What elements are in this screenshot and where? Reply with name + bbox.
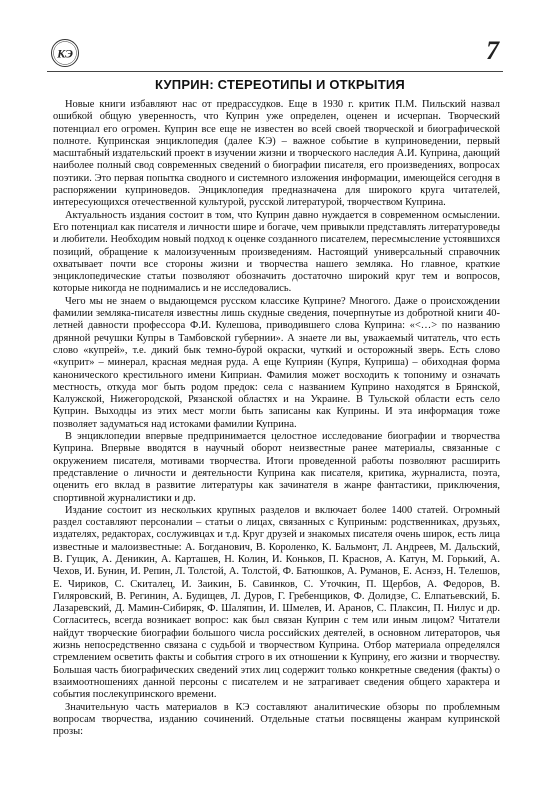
- page-number: 7: [486, 36, 499, 65]
- paragraph: Значительную часть материалов в КЭ составляют аналитические обзоры по проблемным вопросам творчества, изданию сочинений. Отдельные статьи посвящены жанрам купринской прозы:: [53, 701, 500, 738]
- paragraph: Чего мы не знаем о выдающемся русском классике Куприне? Многого. Даже о происхождении фамилии земляка-писателя известны лишь скудные сведения, почерпнутые из добротной книги 40-летней давности профессора Ф.И. Кулешова, приводившего слова Куприна: «<…> по названию дрянной речушки Купры в Тамбовской губернии». А знаете ли вы, уважаемый читатель, что есть слово «купрей», т.е. дикий бык темно-бурой окраски, чуткий и осторожный зверь. Есть слово «куприт» – минерал, красная медная руда. А еще Куприян (Купря, Куприша) – обиходная форма канонического крестильного имени Киприан. Фамилия может восходить к топониму и означать местность, откуда мог быть родом предок: села с названием Куприно находятся в Брянской, Калужской, Нижегородской, Рязанской областях и на Украине. В Тульской области есть село Куприн. Выходцы из этих мест могли быть записаны как Куприны. И эта информация тоже позволяет задуматься над истоками фамилии Куприна.: [53, 295, 500, 430]
- article-body: [53, 99, 500, 738]
- article-title: КУПРИН: СТЕРЕОТИПЫ И ОТКРЫТИЯ: [155, 77, 405, 92]
- paragraph: Издание состоит из нескольких крупных разделов и включает более 1400 статей. Огромный раздел составляют персоналии – статьи о лицах, связанных с Куприным: родственниках, друзьях, издателях, редакторах, сослуживцах и т.д. Круг друзей и знакомых писателя очень широк, есть лица известные и малоизвестные: А. Богданович, В. Короленко, К. Бальмонт, Л. Андреев, М. Дальский, В. Гущик, А. Деникин, А. Карташев, Н. Колин, И. Коньков, П. Краснов, А. Катун, М. Горький, А. Чехов, И. Бунин, И. Репин, Л. Толстой, А. Толстой, Ф. Батюшков, А. Руманов, Е. Аснэз, Н. Телешов, Е. Чириков, С. Скиталец, И. Заикин, Б. Савинков, С. Уточкин, П. Щербов, А. Федоров, В. Гиляровский, В. Регинин, А. Будищев, Л. Дуров, Г. Гребенщиков, Ф. Долидзе, С. Елпатьевский, Б. Лазаревский, Д. Мамин-Сибиряк, Ф. Шаляпин, И. Шмелев, И. Аранов, С. Плаксин, П. Нилус и др. Согласитесь, всегда возникает вопрос: как был связан Куприн с тем или иным лицом? Читатели найдут творческие биографии большого числа российских деятелей, в основном литераторов, чья жизнь непосредственно связана с судьбой и творчеством Куприна. Отбор материала определялся стремлением осветить факты и события строго в их отношении к Куприну, его жизни и творчеству. Большая часть биографических сведений этих лиц содержит только конкретные сведения (факты) о взаимоотношениях данной персоны с писателем и не затрагивает сведения общего характера и события послекупринского времени.: [53, 504, 500, 701]
- svg-text:КЭ: КЭ: [57, 46, 73, 61]
- encyclopedia-logo-icon: [50, 38, 80, 68]
- paragraph: Новые книги избавляют нас от предрассудков. Еще в 1930 г. критик П.М. Пильский назвал ошибкой общую уверенность, что Куприн уже определен, оценен и исчерпан. Творческий потенциал его огромен. Куприн все еще не известен во всей своей творческой и биографической полноте. Купринская энциклопедия (далее КЭ) – важное событие в куприноведении, первый масштабный издательский проект в изучении жизни и творческого наследия А.И. Куприна, дающий наиболее полный свод современных сведений о биографии писателя, его произведениях, вопросах поэтики. Это первая попытка сводного и системного изложения информации, имеющейся сегодня в распоряжении куприноведов. Энциклопедия предназначена для широкого круга читателей, интересующихся отечественной культурой, русской литературой, творчеством Куприна.: [53, 99, 500, 209]
- paragraph: Актуальность издания состоит в том, что Куприн давно нуждается в современном осмыслении. Его потенциал как писателя и личности шире и богаче, чем привыкли представлять литературоведы и любители. Необходим новый подход к оценке созданного писателем, пересмысление устоявшихся позиций, обращение к малоизученным произведениям. Настоящий универсальный справочник охватывает почти все стороны жизни и творчества нашего земляка. Но главное, краткие энциклопедические статьи позволяют обозначить достаточно широкий круг тем и вопросов, которые никогда не поднимались и не исследовались.: [53, 209, 500, 295]
- paragraph: В энциклопедии впервые предпринимается целостное исследование биографии и творчества Куприна. Впервые вводятся в научный оборот неизвестные ранее материалы, связанные с окружением писателя, мотивами творчества. Итоги проведенной работы позволяют расширить представление о личности и деятельности Куприна как писателя, критика, журналиста, поэта, оценить его вклад в развитие литературы как зачинателя в жанре фантастики, приключения, спортивной журналистики и др.: [53, 431, 500, 504]
- header-rule: [47, 71, 503, 72]
